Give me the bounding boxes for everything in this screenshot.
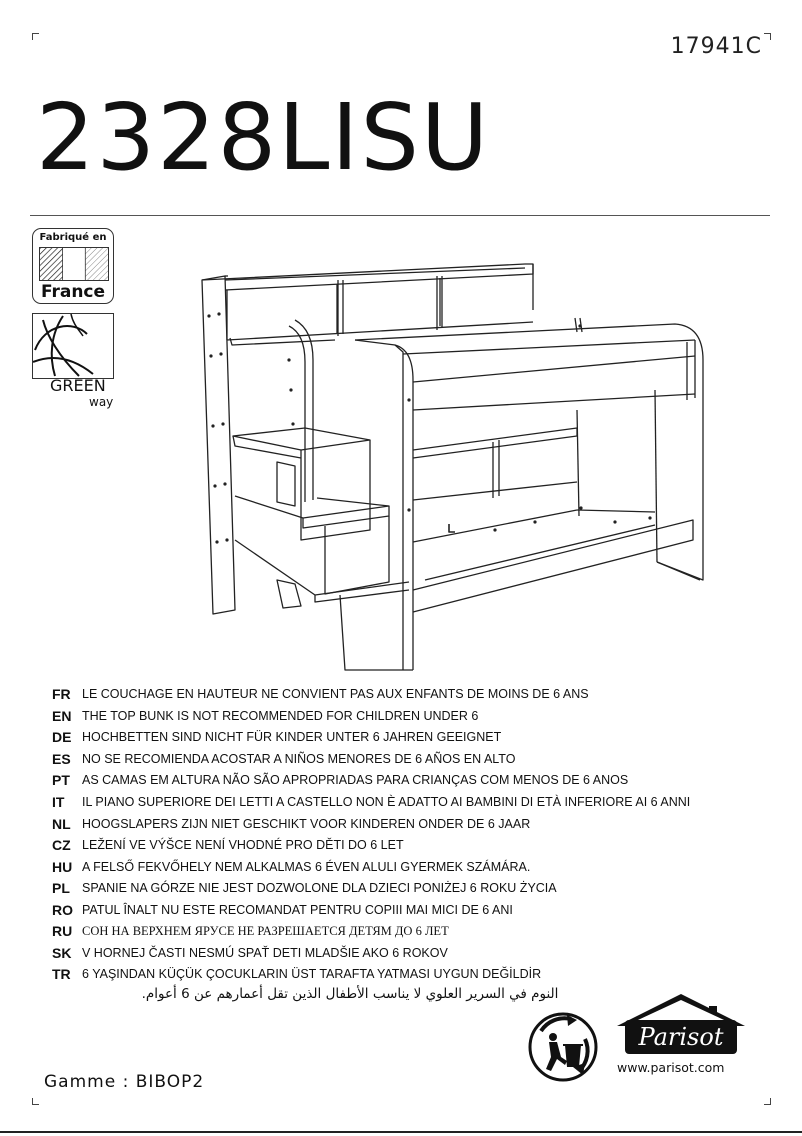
warning-text: СОН НА ВЕРХНЕМ ЯРУСЕ НЕ РАЗРЕШАЕТСЯ ДЕТЯМ ДО 6 ЛЕТ [82, 923, 449, 938]
warning-lang-code: NL [52, 816, 71, 832]
globe-icon [32, 313, 114, 379]
warning-text: HOCHBETTEN SIND NICHT FÜR KINDER UNTER 6 JAHREN GEEIGNET [82, 730, 502, 744]
warning-row-en [52, 706, 478, 726]
warning-row-pl [52, 878, 557, 898]
green-label: GREEN [50, 376, 106, 395]
french-flag-icon [39, 247, 109, 281]
warning-lang-code: CZ [52, 837, 71, 853]
warning-row-tr [52, 964, 541, 984]
warning-text: HOOGSLAPERS ZIJN NIET GESCHIKT VOOR KINDEREN ONDER DE 6 JAAR [82, 817, 531, 831]
badge-made-in-label: Fabriqué en [39, 232, 107, 243]
warning-row-nl [52, 814, 530, 834]
crop-mark-bottom-left [32, 1098, 39, 1105]
warning-lang-code: RU [52, 923, 73, 939]
warning-lang-code: FR [52, 686, 71, 702]
document-reference: 17941C [670, 34, 762, 59]
parisot-wordmark: Parisot [625, 1020, 737, 1054]
crop-mark-top-left [32, 33, 39, 40]
bottom-border [0, 1131, 802, 1133]
warning-row-pt [52, 770, 628, 790]
made-in-france-badge [32, 228, 114, 304]
warning-row-cz [52, 835, 404, 855]
badge-country-label: France [40, 282, 106, 302]
warning-lang-code: TR [52, 966, 71, 982]
green-way-badge [32, 313, 114, 411]
arabic-warning: النوم في السرير العلوي لا يناسب الأطفال الذين تقل أعمارهم عن 6 أعوام. [141, 986, 559, 1002]
warning-lang-code: SK [52, 945, 72, 961]
warning-row-hu [52, 857, 530, 877]
way-label: way [89, 395, 114, 409]
recycling-bin-icon [527, 1011, 599, 1083]
warning-row-es [52, 749, 515, 769]
warning-lang-code: PT [52, 772, 70, 788]
bunk-bed-illustration [195, 250, 715, 675]
warning-text: 6 YAŞINDAN KÜÇÜK ÇOCUKLARIN ÜST TARAFTA YATMASI UYGUN DEĞİLDİR [82, 967, 542, 981]
range-label: Gamme : BIBOP2 [44, 1072, 205, 1092]
warning-lang-code: EN [52, 708, 72, 724]
warning-text: SPANIE NA GÓRZE NIE JEST DOZWOLONE DLA DZIECI PONIŻEJ 6 ROKU ŻYCIA [82, 881, 557, 895]
warning-lang-code: DE [52, 729, 72, 745]
crop-mark-top-right [764, 33, 771, 40]
title-divider [30, 215, 770, 216]
warning-lang-code: ES [52, 751, 71, 767]
warning-row-it [52, 792, 690, 812]
warning-text: A FELSŐ FEKVŐHELY NEM ALKALMAS 6 ÉVEN ALULI GYERMEK SZÁMÁRA. [82, 860, 531, 874]
warning-row-sk [52, 943, 448, 963]
warning-lang-code: PL [52, 880, 70, 896]
warning-row-ru [52, 921, 449, 941]
warning-row-fr [52, 684, 589, 704]
parisot-logo [613, 992, 749, 1078]
warning-text: LEŽENÍ VE VÝŠCE NENÍ VHODNÉ PRO DĚTI DO 6 LET [82, 838, 404, 852]
warning-lang-code: RO [52, 902, 73, 918]
warning-row-de [52, 727, 501, 747]
warning-text: LE COUCHAGE EN HAUTEUR NE CONVIENT PAS AUX ENFANTS DE MOINS DE 6 ANS [82, 687, 589, 701]
warning-text: V HORNEJ ČASTI NESMÚ SPAŤ DETI MLADŠIE AKO 6 ROKOV [82, 946, 448, 960]
warning-lang-code: HU [52, 859, 73, 875]
warning-lang-code: IT [52, 794, 65, 810]
warning-text: THE TOP BUNK IS NOT RECOMMENDED FOR CHILDREN UNDER 6 [82, 709, 479, 723]
brand-website: www.parisot.com [617, 1060, 725, 1075]
product-title: 2328LISU [36, 84, 491, 191]
warning-row-ro [52, 900, 513, 920]
warning-text: NO SE RECOMIENDA ACOSTAR A NIÑOS MENORES DE 6 AÑOS EN ALTO [82, 752, 516, 766]
crop-mark-bottom-right [764, 1098, 771, 1105]
warning-text: IL PIANO SUPERIORE DEI LETTI A CASTELLO NON È ADATTO AI BAMBINI DI ETÀ INFERIORE AI 6 ANNI [82, 795, 691, 809]
warning-text: AS CAMAS EM ALTURA NÃO SÃO APROPRIADAS PARA CRIANÇAS COM MENOS DE 6 ANOS [82, 773, 629, 787]
warning-text: PATUL ÎNALT NU ESTE RECOMANDAT PENTRU COPIII MAI MICI DE 6 ANI [82, 903, 513, 917]
